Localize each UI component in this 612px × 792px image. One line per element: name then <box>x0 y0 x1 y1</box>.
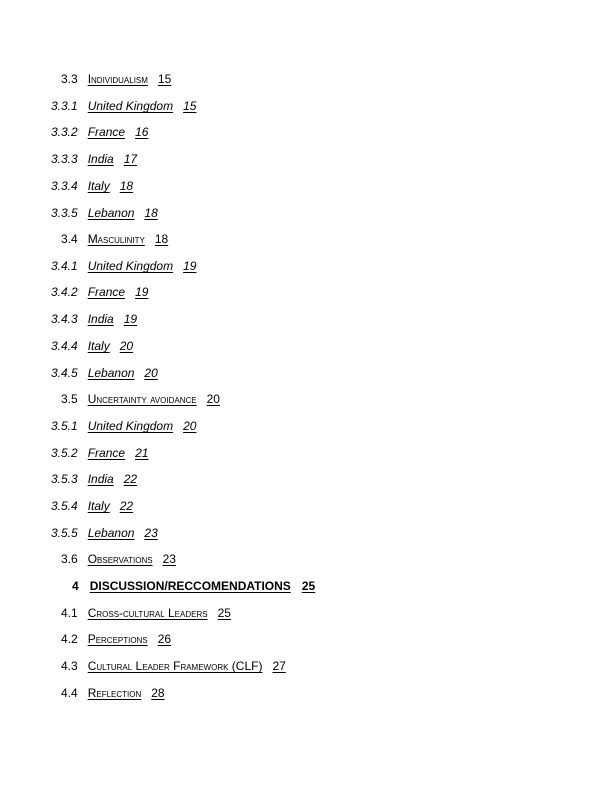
toc-entry-number: 3.4.1 <box>51 259 78 273</box>
toc-entry-title: Italy <box>87 179 110 193</box>
toc-entry-title: Observations <box>87 552 153 566</box>
toc-entry-title: Italy <box>87 339 110 353</box>
toc-entry-title: India <box>87 152 114 166</box>
toc-entry-number: 3.6 <box>61 552 78 566</box>
toc-entry[interactable] <box>61 232 168 246</box>
toc-entry[interactable] <box>61 659 286 673</box>
toc-entry-number: 4.2 <box>61 632 78 646</box>
toc-entry-number: 3.4.5 <box>51 366 78 380</box>
toc-entry[interactable] <box>51 99 196 113</box>
toc-entry-number: 3.3.4 <box>51 179 78 193</box>
toc-entry-page: 25 <box>301 579 316 593</box>
toc-entry-title: Lebanon <box>87 366 135 380</box>
toc-entry-number: 3.5.5 <box>51 526 78 540</box>
toc-entry-number: 3.4.4 <box>51 339 78 353</box>
toc-entry[interactable] <box>51 312 137 326</box>
toc-entry-title: France <box>87 446 126 460</box>
toc-entry-title: Lebanon <box>87 526 135 540</box>
toc-entry-title: Italy <box>87 499 110 513</box>
toc-entry-number: 3.5.1 <box>51 419 78 433</box>
toc-entry-number: 3.5 <box>61 392 78 406</box>
toc-entry[interactable] <box>51 419 196 433</box>
toc-entry-title: Cross-cultural Leaders <box>87 606 208 620</box>
toc-entry-page: 18 <box>154 232 169 246</box>
toc-entry-page: 26 <box>157 632 172 646</box>
toc-entry[interactable] <box>51 259 196 273</box>
toc-entry-page: 17 <box>123 152 138 166</box>
toc-entry-page: 15 <box>157 72 172 86</box>
toc-entry-page: 16 <box>135 125 149 139</box>
toc-entry-page: 20 <box>206 392 220 406</box>
toc-entry-page: 19 <box>123 312 138 326</box>
toc-entry[interactable] <box>61 686 165 700</box>
toc-entry[interactable] <box>61 606 231 620</box>
toc-entry-title: Individualism <box>87 72 148 86</box>
toc-entry-page: 20 <box>183 419 197 433</box>
toc-entry[interactable] <box>51 206 158 220</box>
toc-entry-title: France <box>87 285 126 299</box>
toc-entry-page: 23 <box>162 552 176 566</box>
toc-entry[interactable] <box>51 125 148 139</box>
toc-entry-page: 28 <box>151 686 165 700</box>
toc-entry-title: United Kingdom <box>87 259 174 273</box>
toc-entry-number: 3.5.3 <box>51 472 78 486</box>
toc-entry-number: 3.3.3 <box>51 152 78 166</box>
toc-entry-number: 3.4.2 <box>51 285 78 299</box>
toc-entry[interactable] <box>61 72 171 86</box>
toc-entry-page: 27 <box>272 659 286 673</box>
toc-entry-page: 22 <box>119 499 134 513</box>
toc-entry[interactable] <box>51 446 148 460</box>
toc-entry-page: 21 <box>135 446 149 460</box>
toc-entry-page: 19 <box>135 285 149 299</box>
toc-entry[interactable] <box>51 179 133 193</box>
toc-entry-number: 4.1 <box>61 606 78 620</box>
toc-entry-number: 4 <box>72 579 79 593</box>
toc-entry-number: 3.5.2 <box>51 446 78 460</box>
toc-entry-title: United Kingdom <box>87 99 174 113</box>
toc-entry-number: 4.4 <box>61 686 78 700</box>
toc-entry-number: 3.3 <box>61 72 78 86</box>
toc-entry-title: United Kingdom <box>87 419 174 433</box>
toc-entry-number: 3.3.5 <box>51 206 78 220</box>
toc-entry-title: Cultural Leader Framework (CLF) <box>87 659 263 673</box>
toc-entry-page: 15 <box>183 99 197 113</box>
toc-entry[interactable] <box>51 152 137 166</box>
toc-entry[interactable] <box>61 552 176 566</box>
toc-entry-page: 18 <box>119 179 134 193</box>
toc-entry[interactable] <box>61 392 220 406</box>
toc-entry[interactable] <box>72 579 315 593</box>
toc-entry-title: India <box>87 472 114 486</box>
toc-entry[interactable] <box>51 339 133 353</box>
toc-entry[interactable] <box>51 499 133 513</box>
toc-entry-number: 3.4.3 <box>51 312 78 326</box>
toc-entry-number: 3.5.4 <box>51 499 78 513</box>
toc-entry-number: 4.3 <box>61 659 78 673</box>
toc-entry[interactable] <box>51 526 158 540</box>
toc-entry-title: Masculinity <box>87 232 145 246</box>
toc-entry-title: France <box>87 125 126 139</box>
toc-entry-page: 20 <box>144 366 158 380</box>
toc-entry-page: 20 <box>119 339 134 353</box>
toc-entry-number: 3.4 <box>61 232 78 246</box>
toc-entry[interactable] <box>51 366 158 380</box>
toc-entry-page: 23 <box>144 526 158 540</box>
toc-entry-title: Uncertainty avoidance <box>87 392 197 406</box>
toc-entry[interactable] <box>61 632 171 646</box>
toc-entry-page: 18 <box>144 206 158 220</box>
toc-entry-number: 3.3.2 <box>51 125 78 139</box>
toc-entry-title: India <box>87 312 114 326</box>
toc-entry-title: Perceptions <box>87 632 148 646</box>
toc-entry-title: DISCUSSION/RECCOMENDATIONS <box>89 579 291 593</box>
toc-entry-number: 3.3.1 <box>51 99 78 113</box>
toc-entry[interactable] <box>51 472 137 486</box>
toc-entry-page: 22 <box>123 472 138 486</box>
toc-entry-title: Reflection <box>87 686 142 700</box>
toc-entry-page: 25 <box>217 606 231 620</box>
toc-entry-page: 19 <box>183 259 197 273</box>
toc-entry-title: Lebanon <box>87 206 135 220</box>
toc-entry[interactable] <box>51 285 148 299</box>
